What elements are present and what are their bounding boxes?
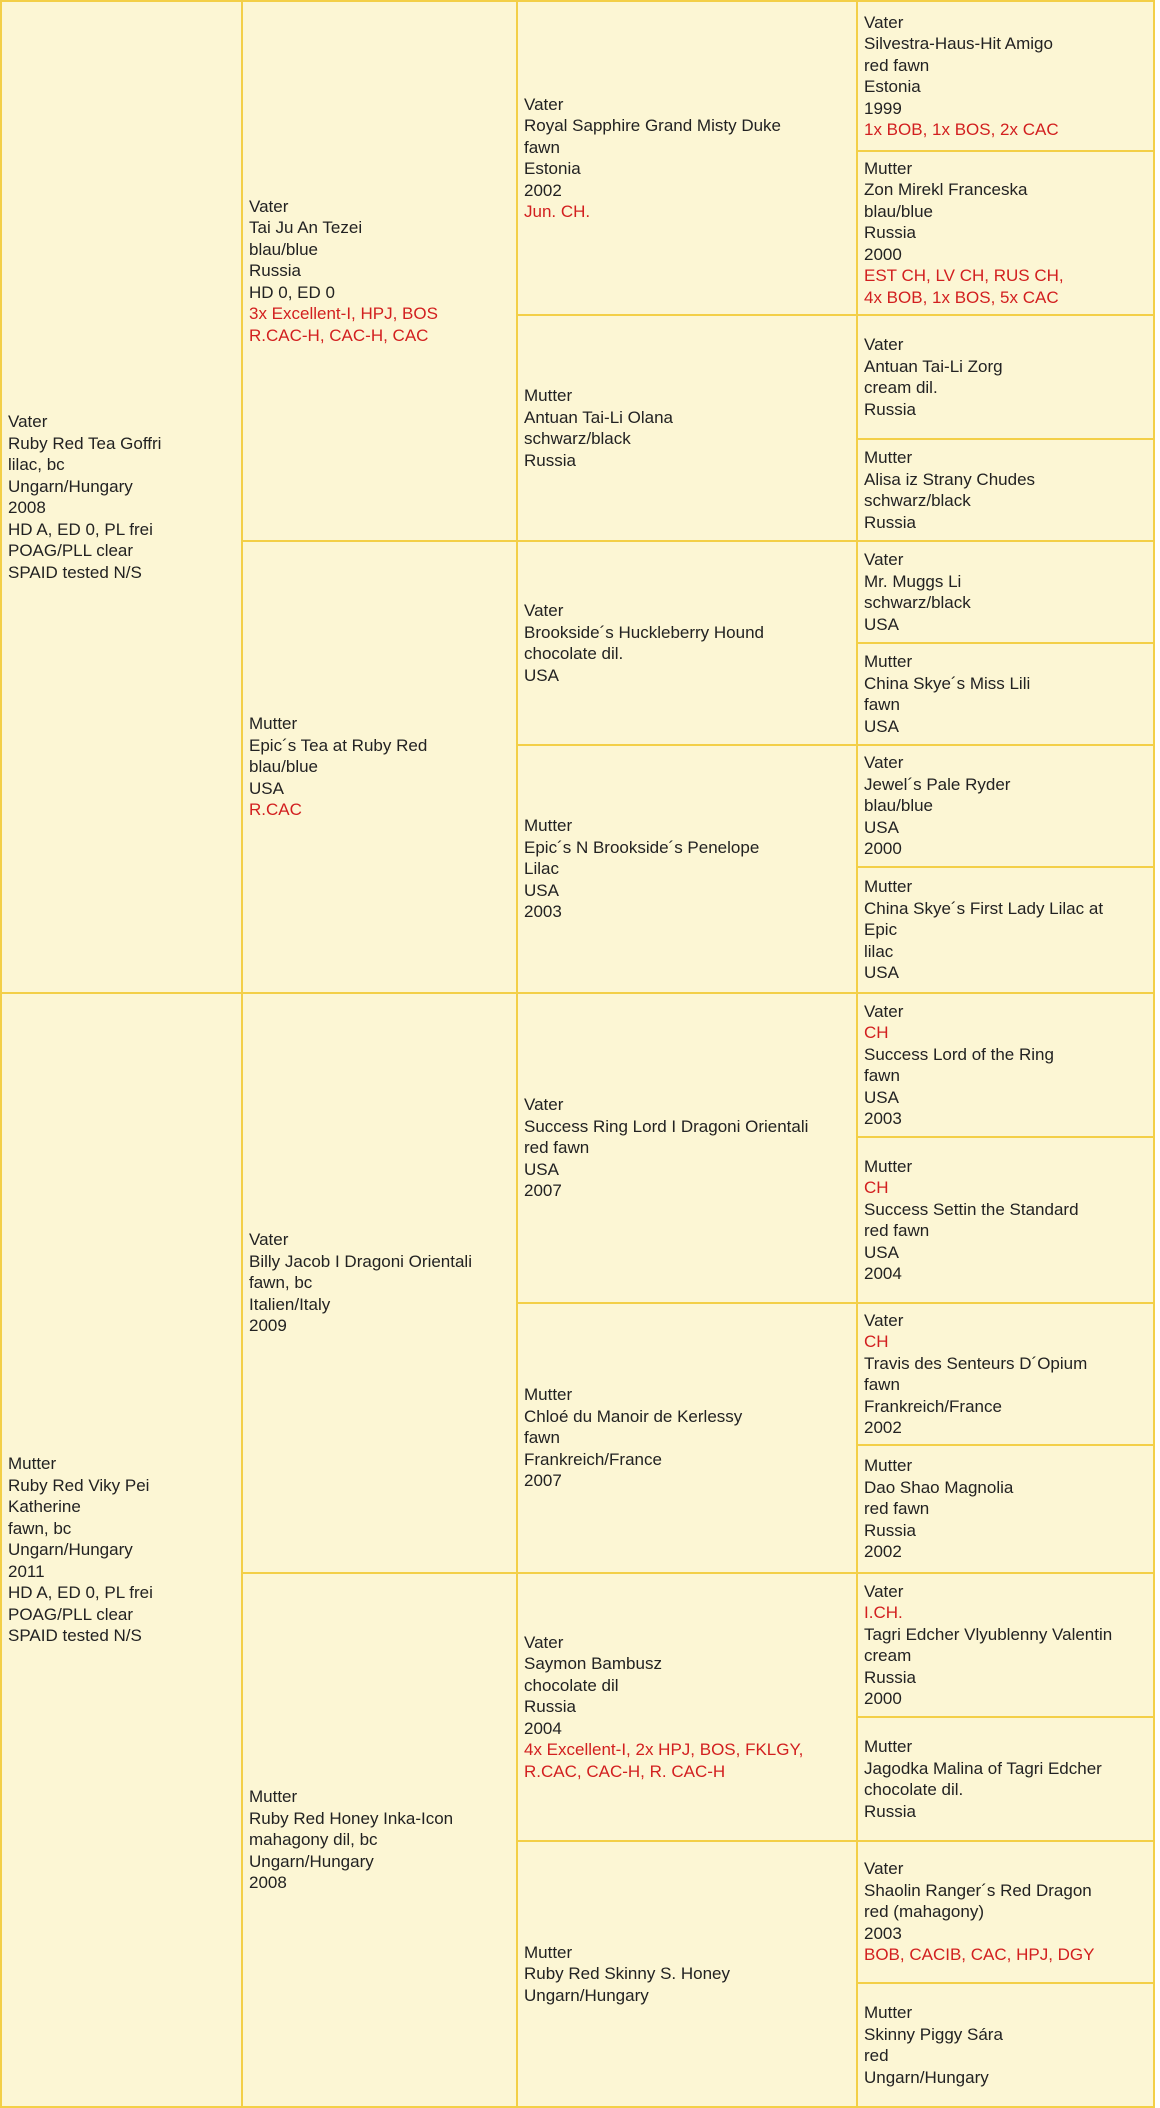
detail-line: mahagony dil, bc xyxy=(249,1830,378,1850)
detail-line: schwarz/black xyxy=(524,429,631,448)
detail-line: lilac xyxy=(864,941,894,961)
detail-line: USA xyxy=(524,880,559,900)
detail-line: 2002 xyxy=(864,1542,902,1562)
pedigree-cell-gen3-7 xyxy=(516,1572,858,1842)
detail-line: schwarz/black xyxy=(864,491,971,510)
detail-line: POAG/PLL clear xyxy=(8,541,134,560)
pedigree-cell-gen4-5 xyxy=(856,540,1155,644)
parent-role-label: Vater xyxy=(864,1581,904,1601)
detail-line: blau/blue xyxy=(249,757,319,777)
title-text: EST CH, LV CH, RUS CH, xyxy=(864,266,1064,286)
parent-role-label: Vater xyxy=(864,12,904,32)
detail-line: USA xyxy=(524,665,559,685)
detail-line: China Skye´s First Lady Lilac at xyxy=(864,898,1104,918)
title-text: CH xyxy=(864,1332,889,1351)
detail-line: Ungarn/Hungary xyxy=(249,1851,374,1871)
detail-line: Ruby Red Honey Inka-Icon xyxy=(249,1808,454,1828)
parent-role-label: Mutter xyxy=(524,1942,573,1962)
detail-line: Russia xyxy=(864,223,916,243)
detail-line: Brookside´s Huckleberry Hound xyxy=(524,622,764,642)
pedigree-cell-gen3-6 xyxy=(516,1302,858,1574)
title-text: 1x BOB, 1x BOS, 2x CAC xyxy=(864,120,1059,139)
detail-line: SPAID tested N/S xyxy=(8,562,142,582)
detail-line: 2000 xyxy=(864,1689,902,1708)
detail-line: Italien/Italy xyxy=(249,1294,331,1314)
parent-role-label: Vater xyxy=(864,1001,904,1021)
detail-line: Royal Sapphire Grand Misty Duke xyxy=(524,116,782,135)
detail-line: Ungarn/Hungary xyxy=(8,476,133,496)
parent-role-label: Vater xyxy=(524,94,564,114)
parent-role-label: Vater xyxy=(249,196,289,216)
detail-line: Estonia xyxy=(524,159,581,178)
pedigree-cell-gen3-3 xyxy=(516,540,858,746)
detail-line: 2002 xyxy=(864,1418,902,1437)
parent-role-label: Mutter xyxy=(864,652,913,671)
detail-line: fawn, bc xyxy=(249,1273,313,1293)
pedigree-cell-gen4-11 xyxy=(856,1302,1155,1446)
pedigree-cell-gen3-2 xyxy=(516,314,858,542)
detail-line: fawn xyxy=(524,1428,560,1448)
detail-line: fawn xyxy=(864,1066,900,1085)
detail-line: USA xyxy=(864,817,899,837)
detail-line: HD 0, ED 0 xyxy=(249,282,335,302)
detail-line: Russia xyxy=(864,1520,916,1540)
pedigree-cell-gen3-4 xyxy=(516,744,858,994)
parent-role-label: Mutter xyxy=(249,1787,298,1807)
detail-line: Billy Jacob I Dragoni Orientali xyxy=(249,1251,472,1271)
detail-line: Skinny Piggy Sára xyxy=(864,2024,1003,2044)
detail-line: 2011 xyxy=(8,1561,45,1581)
pedigree-cell-gen4-4 xyxy=(856,438,1155,542)
parent-role-label: Vater xyxy=(524,1095,564,1115)
detail-line: 2000 xyxy=(864,839,902,859)
detail-line: Epic xyxy=(864,920,898,940)
detail-line: Frankreich/France xyxy=(864,1396,1002,1416)
detail-line: red fawn xyxy=(864,1499,930,1519)
detail-line: chocolate dil xyxy=(524,1675,619,1695)
detail-line: Chloé du Manoir de Kerlessy xyxy=(524,1406,743,1426)
parent-role-label: Mutter xyxy=(524,816,573,836)
detail-line: schwarz/black xyxy=(864,593,971,612)
detail-line: 2004 xyxy=(524,1718,562,1738)
pedigree-cell-gen4-13 xyxy=(856,1572,1155,1718)
detail-line: red xyxy=(864,2046,889,2065)
detail-line: fawn xyxy=(524,137,560,157)
detail-line: blau/blue xyxy=(249,239,319,259)
detail-line: Dao Shao Magnolia xyxy=(864,1477,1014,1497)
detail-line: Ruby Red Tea Goffri xyxy=(8,433,162,453)
detail-line: Silvestra-Haus-Hit Amigo xyxy=(864,34,1053,53)
detail-line: 2000 xyxy=(864,244,902,264)
detail-line: USA xyxy=(864,1242,899,1262)
title-text: I.CH. xyxy=(864,1603,903,1622)
detail-line: 2003 xyxy=(864,1109,902,1128)
detail-line: Frankreich/France xyxy=(524,1449,662,1469)
pedigree-cell-gen2-1 xyxy=(241,0,518,542)
pedigree-cell-gen4-1 xyxy=(856,0,1155,152)
pedigree-cell-gen2-2 xyxy=(241,540,518,994)
title-text: BOB, CACIB, CAC, HPJ, DGY xyxy=(864,1945,1095,1965)
title-text: R.CAC, CAC-H, R. CAC-H xyxy=(524,1761,726,1781)
parent-role-label: Mutter xyxy=(864,1737,913,1756)
parent-role-label: Vater xyxy=(864,550,904,569)
detail-line: SPAID tested N/S xyxy=(8,1626,142,1646)
detail-line: Russia xyxy=(249,261,301,281)
title-text: CH xyxy=(864,1178,889,1197)
title-text: Jun. CH. xyxy=(524,202,591,221)
detail-line: fawn, bc xyxy=(8,1518,72,1538)
detail-line: 2003 xyxy=(524,902,562,922)
parent-role-label: Vater xyxy=(864,1310,904,1330)
detail-line: Tagri Edcher Vlyublenny Valentin xyxy=(864,1624,1113,1644)
pedigree-cell-gen2-4 xyxy=(241,1572,518,2108)
detail-line: China Skye´s Miss Lili xyxy=(864,673,1031,693)
pedigree-cell-gen4-7 xyxy=(856,744,1155,868)
detail-line: USA xyxy=(249,778,284,798)
detail-line: Lilac xyxy=(524,859,559,879)
detail-line: Antuan Tai-Li Zorg xyxy=(864,356,1003,376)
detail-line: Mr. Muggs Li xyxy=(864,571,962,591)
title-text: 4x Excellent-I, 2x HPJ, BOS, FKLGY, xyxy=(524,1740,804,1760)
parent-role-label: Vater xyxy=(524,601,564,620)
detail-line: 2008 xyxy=(249,1873,287,1893)
pedigree-cell-gen4-9 xyxy=(856,992,1155,1138)
detail-line: 2002 xyxy=(524,180,562,200)
title-text: CH xyxy=(864,1023,889,1042)
parent-role-label: Mutter xyxy=(864,877,913,897)
detail-line: fawn xyxy=(864,1375,900,1394)
pedigree-cell-gen4-2 xyxy=(856,150,1155,316)
detail-line: 2007 xyxy=(524,1471,562,1491)
title-text: 3x Excellent-I, HPJ, BOS xyxy=(249,304,438,324)
detail-line: blau/blue xyxy=(864,796,934,816)
detail-line: USA xyxy=(524,1159,559,1179)
parent-role-label: Vater xyxy=(524,1632,564,1652)
detail-line: fawn xyxy=(864,695,900,714)
detail-line: HD A, ED 0, PL frei xyxy=(8,519,153,539)
title-text: R.CAC-H, CAC-H, CAC xyxy=(249,325,429,345)
detail-line: 2007 xyxy=(524,1181,562,1201)
detail-line: Travis des Senteurs D´Opium xyxy=(864,1353,1088,1373)
detail-line: Estonia xyxy=(864,77,921,96)
detail-line: 1999 xyxy=(864,98,902,118)
detail-line: USA xyxy=(864,1087,899,1107)
pedigree-cell-gen4-15 xyxy=(856,1840,1155,1984)
pedigree-cell-gen4-10 xyxy=(856,1136,1155,1304)
pedigree-cell-gen4-14 xyxy=(856,1716,1155,1842)
parent-role-label: Mutter xyxy=(8,1454,57,1474)
detail-line: Russia xyxy=(864,399,916,419)
pedigree-cell-gen1-2 xyxy=(0,992,243,2108)
parent-role-label: Vater xyxy=(8,412,48,431)
detail-line: Zon Mirekl Franceska xyxy=(864,180,1028,200)
parent-role-label: Mutter xyxy=(524,386,573,405)
detail-line: Ungarn/Hungary xyxy=(8,1540,133,1560)
pedigree-cell-gen2-3 xyxy=(241,992,518,1574)
detail-line: Saymon Bambusz xyxy=(524,1654,662,1674)
detail-line: Russia xyxy=(524,450,576,470)
detail-line: 2008 xyxy=(8,498,46,517)
detail-line: Ruby Red Viky Pei xyxy=(8,1475,150,1495)
detail-line: Antuan Tai-Li Olana xyxy=(524,407,674,427)
parent-role-label: Vater xyxy=(864,335,904,354)
detail-line: Shaolin Ranger´s Red Dragon xyxy=(864,1880,1092,1900)
detail-line: Jewel´s Pale Ryder xyxy=(864,774,1011,794)
detail-line: USA xyxy=(864,716,899,736)
parent-role-label: Mutter xyxy=(864,158,913,178)
detail-line: POAG/PLL clear xyxy=(8,1604,134,1624)
parent-role-label: Vater xyxy=(864,753,904,773)
pedigree-cell-gen1-1 xyxy=(0,0,243,994)
detail-line: lilac, bc xyxy=(8,455,65,474)
detail-line: Russia xyxy=(864,512,916,532)
detail-line: HD A, ED 0, PL frei xyxy=(8,1583,153,1603)
parent-role-label: Mutter xyxy=(524,1385,573,1405)
pedigree-cell-gen4-12 xyxy=(856,1444,1155,1574)
detail-line: red (mahagony) xyxy=(864,1902,985,1922)
parent-role-label: Mutter xyxy=(864,448,913,467)
detail-line: 2003 xyxy=(864,1923,902,1943)
detail-line: Jagodka Malina of Tagri Edcher xyxy=(864,1758,1102,1778)
pedigree-cell-gen4-3 xyxy=(856,314,1155,440)
detail-line: red fawn xyxy=(524,1138,590,1158)
parent-role-label: Vater xyxy=(864,1859,904,1879)
pedigree-cell-gen3-5 xyxy=(516,992,858,1304)
parent-role-label: Mutter xyxy=(864,1456,913,1476)
parent-role-label: Mutter xyxy=(249,714,298,734)
detail-line: Ungarn/Hungary xyxy=(864,2067,989,2087)
detail-line: Katherine xyxy=(8,1497,81,1517)
detail-line: Russia xyxy=(864,1801,916,1821)
detail-line: 2009 xyxy=(249,1316,287,1336)
detail-line: cream dil. xyxy=(864,378,938,397)
parent-role-label: Mutter xyxy=(864,1156,913,1176)
detail-line: Success Ring Lord I Dragoni Orientali xyxy=(524,1116,809,1136)
detail-line: chocolate dil. xyxy=(864,1780,964,1799)
parent-role-label: Vater xyxy=(249,1230,289,1250)
detail-line: USA xyxy=(864,963,899,983)
detail-line: Ungarn/Hungary xyxy=(524,1985,649,2005)
detail-line: Epic´s Tea at Ruby Red xyxy=(249,735,428,755)
title-text: 4x BOB, 1x BOS, 5x CAC xyxy=(864,287,1059,307)
pedigree-cell-gen4-8 xyxy=(856,866,1155,994)
detail-line: 2004 xyxy=(864,1264,902,1283)
pedigree-cell-gen4-16 xyxy=(856,1982,1155,2108)
detail-line: red fawn xyxy=(864,1221,930,1240)
detail-line: USA xyxy=(864,614,899,634)
detail-line: cream xyxy=(864,1646,912,1665)
pedigree-cell-gen4-6 xyxy=(856,642,1155,746)
detail-line: Russia xyxy=(524,1697,576,1717)
parent-role-label: Mutter xyxy=(864,2003,913,2022)
detail-line: chocolate dil. xyxy=(524,644,624,663)
detail-line: blau/blue xyxy=(864,201,934,221)
title-text: R.CAC xyxy=(249,800,302,820)
detail-line: Russia xyxy=(864,1667,916,1687)
detail-line: Success Settin the Standard xyxy=(864,1199,1079,1219)
pedigree-cell-gen3-8 xyxy=(516,1840,858,2108)
detail-line: Success Lord of the Ring xyxy=(864,1044,1054,1064)
detail-line: Alisa iz Strany Chudes xyxy=(864,469,1036,489)
pedigree-cell-gen3-1 xyxy=(516,0,858,316)
detail-line: red fawn xyxy=(864,55,930,75)
detail-line: Ruby Red Skinny S. Honey xyxy=(524,1964,730,1984)
detail-line: Epic´s N Brookside´s Penelope xyxy=(524,837,760,857)
detail-line: Tai Ju An Tezei xyxy=(249,218,363,238)
